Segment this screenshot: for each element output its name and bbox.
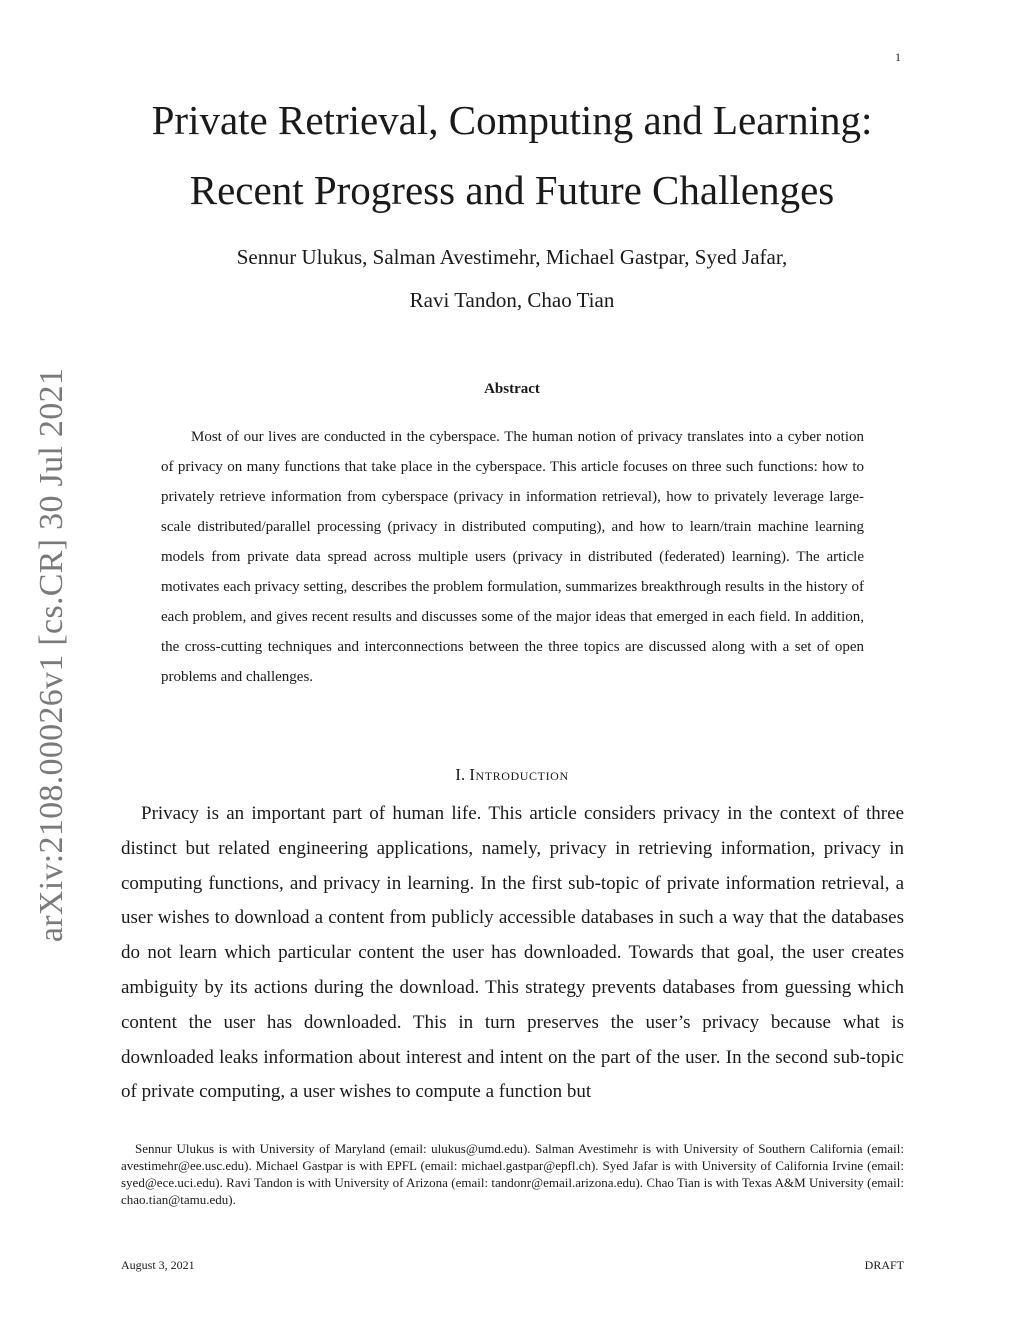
author-affiliation-footnote: Sennur Ulukus is with University of Maryland (email: ulukus@umd.edu). Salman Avestimehr is with University of Southern California (email: avestimehr@ee.usc.edu). Michael Gastpar is with EPFL (email: michael.gastpar@epfl.ch). Syed Jafar is with University of California Irvine (email: syed@ece.uci.edu). Ravi Tandon is with University of Arizona (email: tandonr@email.arizona.edu). Chao Tian is with Texas A&M University (email: chao.tian@tamu.edu). [121,1141,904,1207]
paper-title-line-1: Private Retrieval, Computing and Learning: [151,97,873,143]
paper-title-line-2: Recent Progress and Future Challenges [189,167,835,213]
abstract-heading: Abstract [484,381,540,397]
introduction-paragraph: Privacy is an important part of human life. This article considers privacy in the context of three distinct but related engineering applications, namely, privacy in retrieving information, privacy in computing functions, and privacy in learning. In the first sub-topic of private information retrieval, a user wishes to download a content from publicly accessible databases in such a way that the databases do not learn which particular content the user has downloaded. Towards that goal, the user creates ambiguity by its actions during the download. This strategy prevents databases from guessing which content the user has downloaded. This in turn preserves the user’s privacy because what is downloaded leaks information about interest and intent on the part of the user. In the second sub-topic of private computing, a user wishes to compute a function but [121,803,904,1103]
author-list-line-2: Ravi Tandon, Chao Tian [409,288,615,312]
abstract-body: Most of our lives are conducted in the cyberspace. The human notion of privacy translates into a cyber notion of privacy on many functions that take place in the cyberspace. This article focuses on three such functions: how to privately retrieve information from cyberspace (privacy in information retrieval), how to privately leverage large-scale distributed/parallel processing (privacy in distributed computing), and how to learn/train machine learning models from private data spread across multiple users (privacy in distributed (federated) learning). The article motivates each privacy setting, describes the problem formulation, summarizes breakthrough results in the history of each problem, and gives recent results and discusses some of the major ideas that emerged in each field. In addition, the cross-cutting techniques and interconnections between the three topics are discussed along with a set of open problems and challenges. [161,429,864,685]
footer-draft-label: DRAFT [864,1258,904,1272]
section-heading-introduction [0,765,1024,785]
author-list-line-1: Sennur Ulukus, Salman Avestimehr, Michael Gastpar, Syed Jafar, [236,245,788,269]
footer-date: August 3, 2021 [121,1258,195,1272]
section-title: Introduction [469,765,569,784]
page-number: 1 [895,50,901,64]
arxiv-identifier-stamp: arXiv:2108.00026v1 [cs.CR] 30 Jul 2021 [33,367,70,943]
section-number: I. [455,765,466,784]
